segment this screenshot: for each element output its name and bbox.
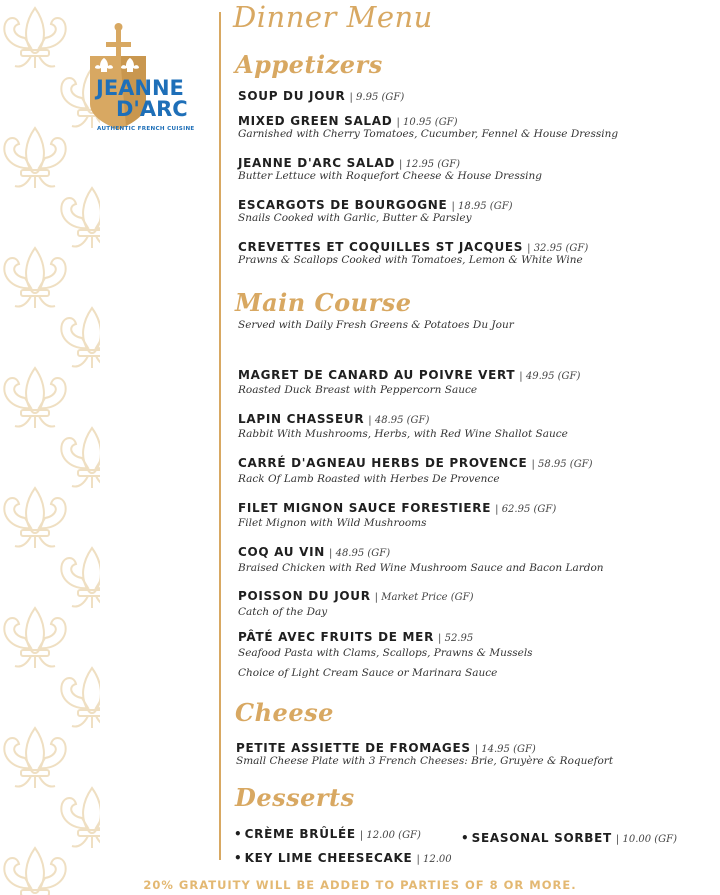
item-name: JEANNE D'ARC SALAD	[238, 156, 395, 170]
bullet: •	[234, 827, 242, 841]
section-heading-appetizers: Appetizers	[235, 50, 383, 79]
menu-item	[238, 408, 429, 427]
dessert-item	[234, 823, 421, 842]
item-description: Garnished with Cherry Tomatoes, Cucumber, Fennel & House Dressing	[238, 128, 619, 140]
logo-text-line1: JEANNE	[96, 76, 184, 100]
item-name: MAGRET DE CANARD AU POIVRE VERT	[238, 368, 516, 382]
bullet: •	[461, 831, 469, 845]
item-name: CARRÉ D'AGNEAU HERBS DE PROVENCE	[238, 456, 528, 470]
item-price: | Market Price (GF)	[374, 592, 474, 603]
item-description: Small Cheese Plate with 3 French Cheeses: Brie, Gruyère & Roquefort	[236, 755, 614, 767]
logo-tagline: AUTHENTIC FRENCH CUISINE	[97, 126, 195, 132]
menu-item	[236, 737, 536, 756]
item-name: PÂTÉ AVEC FRUITS DE MER	[238, 630, 435, 644]
gratuity-notice: 20% GRATUITY WILL BE ADDED TO PARTIES OF 8 OR MORE.	[143, 878, 577, 892]
menu-title: Dinner Menu	[233, 0, 433, 34]
item-price: | 49.95 (GF)	[519, 371, 581, 382]
vertical-divider	[219, 12, 221, 860]
item-price: | 48.95 (GF)	[368, 415, 430, 426]
item-description: Rack Of Lamb Roasted with Herbes De Provence	[238, 473, 500, 485]
item-price: | 48.95 (GF)	[329, 548, 391, 559]
section-heading-desserts: Desserts	[235, 783, 355, 812]
item-description: Filet Mignon with Wild Mushrooms	[238, 517, 427, 529]
item-price: | 10.00 (GF)	[615, 834, 678, 845]
item-description: Butter Lettuce with Roquefort Cheese & House Dressing	[238, 170, 542, 182]
item-name: FILET MIGNON SAUCE FORESTIERE	[238, 501, 492, 515]
item-price: | 9.95 (GF)	[349, 92, 405, 103]
menu-item	[238, 364, 580, 383]
item-price: | 12.00 (GF)	[359, 830, 421, 841]
item-name: KEY LIME CHEESECAKE	[244, 851, 413, 865]
menu-item	[238, 497, 556, 516]
item-price: | 10.95 (GF)	[396, 117, 458, 128]
menu-item	[238, 85, 404, 104]
section-heading-main-course: Main Course	[235, 288, 412, 317]
section-heading-cheese: Cheese	[235, 698, 334, 727]
restaurant-logo	[86, 22, 212, 140]
item-description: Roasted Duck Breast with Peppercorn Sauce	[238, 384, 478, 396]
dessert-item	[234, 847, 452, 866]
item-description: Rabbit With Mushrooms, Herbs, with Red Wine Shallot Sauce	[238, 428, 568, 440]
item-name: CREVETTES ET COQUILLES ST JACQUES	[238, 240, 524, 254]
menu-item	[238, 110, 458, 129]
item-price: | 12.00	[416, 854, 452, 865]
item-price: | 58.95 (GF)	[531, 459, 593, 470]
item-description-extra: Choice of Light Cream Sauce or Marinara Sauce	[238, 667, 498, 679]
item-name: PETITE ASSIETTE DE FROMAGES	[236, 741, 471, 755]
item-price: | 52.95	[438, 633, 474, 644]
item-name: SEASONAL SORBET	[471, 831, 612, 845]
fleur-de-lis-pattern	[0, 0, 100, 895]
menu-item	[238, 585, 474, 604]
item-price: | 62.95 (GF)	[495, 504, 557, 515]
item-name: POISSON DU JOUR	[238, 589, 371, 603]
item-name: CRÈME BRÛLÉE	[244, 827, 356, 841]
menu-item	[238, 194, 513, 213]
item-name: SOUP DU JOUR	[238, 89, 346, 103]
dessert-item	[461, 827, 677, 846]
item-name: COQ AU VIN	[238, 545, 326, 559]
item-price: | 18.95 (GF)	[451, 201, 513, 212]
item-description: Prawns & Scallops Cooked with Tomatoes, Lemon & White Wine	[238, 254, 583, 266]
menu-item	[238, 152, 460, 171]
item-name: LAPIN CHASSEUR	[238, 412, 365, 426]
item-description: Catch of the Day	[238, 606, 328, 618]
item-price: | 12.95 (GF)	[398, 159, 461, 170]
item-description: Braised Chicken with Red Wine Mushroom Sauce and Bacon Lardon	[238, 562, 604, 574]
item-price: | 32.95 (GF)	[527, 243, 589, 254]
menu-item	[238, 452, 593, 471]
section-subtitle: Served with Daily Fresh Greens & Potatoes Du Jour	[238, 319, 514, 331]
logo-text-line2: D'ARC	[116, 97, 188, 121]
bullet: •	[234, 851, 242, 865]
item-name: ESCARGOTS DE BOURGOGNE	[238, 198, 448, 212]
item-name: MIXED GREEN SALAD	[238, 114, 393, 128]
menu-item	[238, 626, 473, 645]
menu-item	[238, 541, 390, 560]
item-description: Snails Cooked with Garlic, Butter & Parsley	[238, 212, 472, 224]
item-price: | 14.95 (GF)	[474, 744, 536, 755]
menu-item	[238, 236, 588, 255]
item-description: Seafood Pasta with Clams, Scallops, Prawns & Mussels	[238, 647, 533, 659]
